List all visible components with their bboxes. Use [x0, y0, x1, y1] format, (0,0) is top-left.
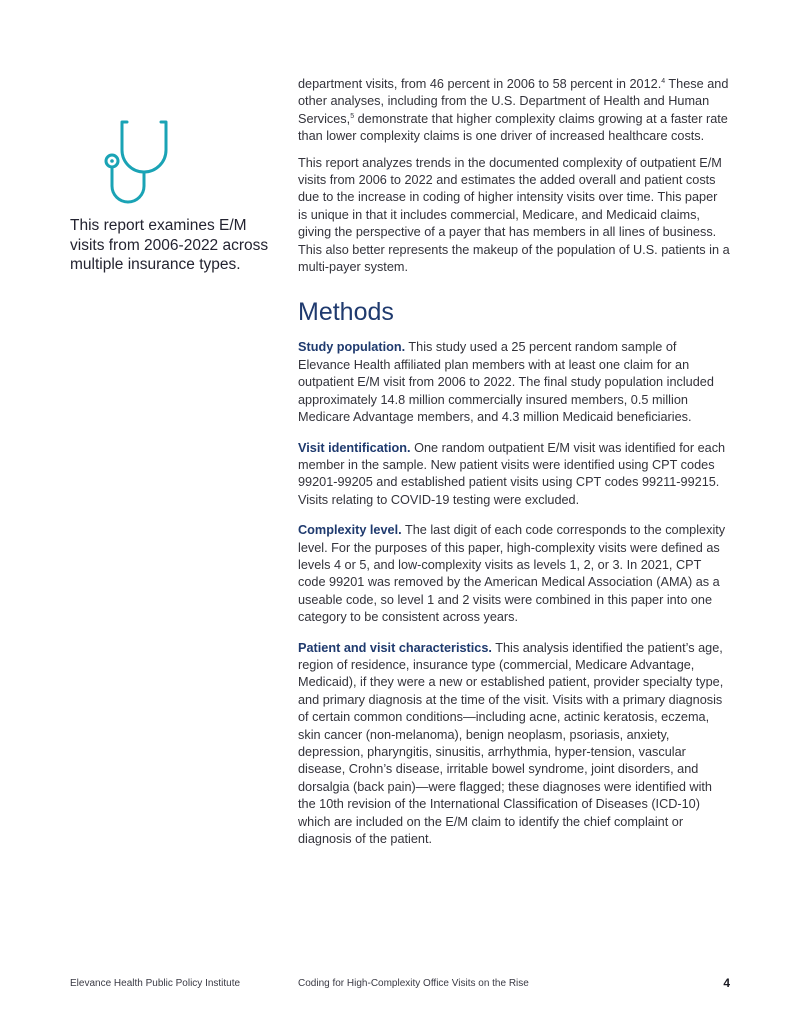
methods-patient-characteristics: Patient and visit characteristics. This analysis identified the patient’s age, region of residence, insurance type (commercial, Medicare Advantage, Medicaid), if they were a new or established patient, provider specialty type, and primary diagnosis at the time of the visit. Visits with a primary diagnosis of certain common conditions—including acne, actinic keratosis, eczema, skin cancer (non-melanoma), benign neoplasm, psoriasis, anxiety, depression, pharyngitis, sinusitis, arrhythmia, hyper-tension, vascular disease, Crohn’s disease, irritable bowel syndrome, joint disorders, and dorsalgia (back pain)—were flagged; these diagnoses were identified with the 10th revision of the International Classification of Diseases (ICD-10) which are included on the E/M claim to identify the chief complaint or diagnosis of the patient. — [298, 640, 724, 847]
intro-paragraph-1: department visits, from 46 percent in 2006 to 58 percent in 2012.$^4$ These and other analyses, including from the U.S. Department of Health and Human Services,$^5$ demonstrate that higher complexity claims growing at a faster rate than lower complexity claims is one driver of increased healthcare costs. — [298, 77, 729, 144]
page-footer — [70, 978, 730, 994]
sidebar — [70, 118, 270, 275]
section-heading-methods: Methods — [298, 298, 394, 327]
methods-visit-identification: Visit identification. One random outpatient E/M visit was identified for each member in the sample. New patient visits were identified using CPT codes 99201-99205 and established patient visits using CPT codes 99211-99215. Visits relating to COVID-19 testing were excluded. — [298, 440, 726, 507]
intro-paragraph-2: This report analyzes trends in the documented complexity of outpatient E/M visits from 2006 to 2022 and estimates the added overall and patient costs due to the increase in coding of higher intensity visits over time. This paper is unique in that it includes commercial, Medicare, and Medicaid claims, giving the perspective of a payer that has members in all lines of business. This also better represents the makeup of the population of U.S. patients in a multi-payer system. — [298, 155, 730, 275]
footer-title: Coding for High-Complexity Office Visits on the Rise — [298, 978, 529, 989]
section-lead: Study population. — [298, 340, 406, 355]
footer-org: Elevance Health Public Policy Institute — [70, 978, 241, 989]
methods-study-population: Study population. This study used a 25 percent random sample of Elevance Health affiliated plan members with at least one claim for an outpatient E/M visit from 2006 to 2022. The final study population included approximately 14.8 million commercially insured members, 0.5 million Medicare Advantage members, and 4.3 million Medicaid beneficiaries. — [298, 340, 714, 425]
footnote-ref[interactable]: 5 — [350, 112, 355, 120]
footnote-ref[interactable]: 4 — [661, 77, 666, 85]
section-lead: Visit identification. — [298, 440, 411, 455]
methods-complexity-level: Complexity level. The last digit of each code corresponds to the complexity level. For the purposes of this paper, high-complexity visits were defined as levels 4 or 5, and low-complexity visits as levels 1, 2, or 3. In 2021, CPT code 99201 was removed by the American Medical Association (AMA) as a useable code, so level 1 and 2 visits were combined in this paper into one category to be consistent across years. — [298, 523, 726, 625]
section-lead: Complexity level. — [298, 523, 402, 538]
page-number: 4 — [723, 976, 730, 990]
stethoscope-icon — [92, 118, 172, 208]
section-lead: Patient and visit characteristics. — [298, 640, 492, 655]
pullquote: This report examines E/M visits from 2006-2022 across multiple insurance types. — [70, 217, 269, 273]
main-content — [298, 76, 730, 861]
